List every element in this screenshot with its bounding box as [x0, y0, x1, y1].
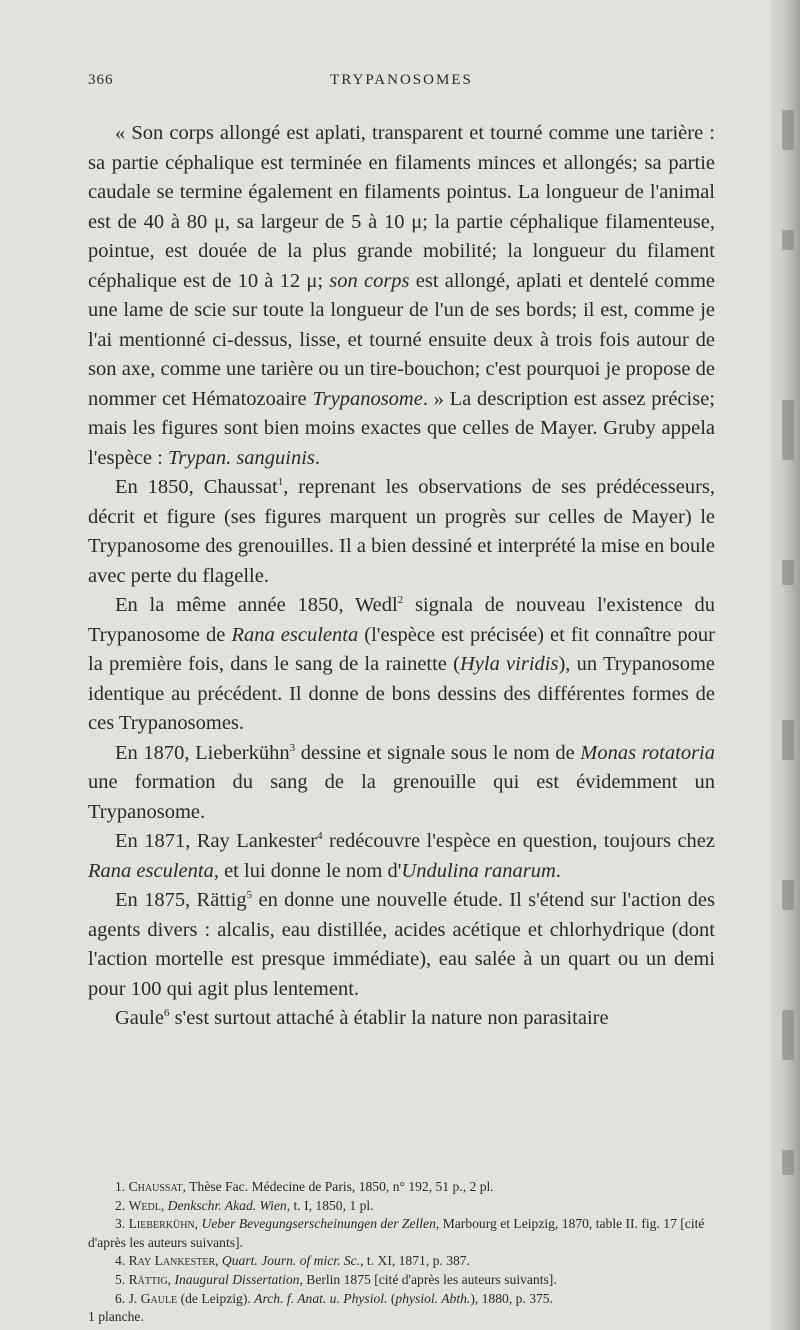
footnote-marker: 2	[397, 594, 404, 607]
text-run: (	[387, 1290, 396, 1306]
author-name: Lieberkühn	[128, 1216, 195, 1232]
edge-mark	[782, 1150, 794, 1175]
author-name: Gaule	[140, 1290, 178, 1306]
footnote	[88, 1308, 715, 1327]
edge-mark	[782, 560, 794, 585]
italic-text: Ueber Bevegungserscheinungen der Zellen	[201, 1216, 436, 1232]
paragraph	[88, 827, 715, 886]
text-run: , t. I, 1850, 1 pl.	[286, 1197, 374, 1213]
text-run: , Thèse Fac. Médecine de Paris, 1850, n° 192, 51 p., 2 pl.	[182, 1179, 494, 1194]
italic-text: Quart. Journ. of micr. Sc.	[221, 1253, 361, 1269]
text-run: ,	[215, 1253, 222, 1269]
paragraph	[88, 473, 715, 591]
italic-text: Monas rotatoria	[580, 741, 715, 764]
text-run: .	[314, 446, 321, 469]
italic-text: son corps	[329, 269, 410, 292]
italic-text: Arch. f. Anat. u. Physiol.	[254, 1290, 388, 1306]
text-run: En 1870, Lieberkühn	[115, 741, 290, 764]
text-run: 2.	[115, 1197, 129, 1213]
author-name: Wedl	[128, 1197, 161, 1213]
author-name: Ray Lankester	[128, 1253, 216, 1269]
text-run: 6. J.	[115, 1290, 141, 1306]
text-run: 1 planche.	[88, 1309, 144, 1325]
text-run: .	[555, 859, 561, 882]
footnote-marker: 6	[163, 1007, 170, 1020]
page-number: 366	[88, 72, 114, 88]
author-name: Chaussat	[128, 1179, 183, 1194]
footnote-marker: 4	[317, 830, 323, 843]
paragraph	[88, 886, 715, 1004]
footnote	[88, 1271, 715, 1290]
text-run: En 1871, Ray Lankester	[115, 830, 318, 852]
italic-text: Denkschr. Akad. Wien	[167, 1197, 287, 1213]
footnote	[88, 1252, 715, 1271]
text-run: . » La description est assez précise; mais les figures sont bien moins exactes que celles de Mayer. Gruby appela l'espèce :	[88, 387, 715, 469]
footnote	[88, 1197, 715, 1216]
text-run: signala de nouveau l'existence du Trypanosome de	[88, 594, 715, 646]
text-run: s'est surtout attaché à établir la nature non parasitaire	[169, 1007, 609, 1029]
edge-mark	[782, 720, 794, 760]
italic-text: Undulina ranarum	[401, 859, 556, 882]
edge-mark	[782, 230, 794, 250]
footnote-marker: 5	[246, 889, 253, 902]
text-run: 3.	[115, 1216, 129, 1232]
paragraph	[88, 591, 715, 739]
text-run: ), un Trypanosome identique au précédent. Il donne de bons dessins des différentes formes de ces Trypanosomes.	[88, 653, 715, 734]
text-run: En 1875, Rättig	[115, 889, 247, 911]
text-run: ,	[160, 1197, 168, 1213]
text-run: « Son corps allongé est aplati, transparent et tourné comme une tarière : sa partie céphalique est terminée en filaments minces et allongés; sa partie caudale se termine également en filaments pointus. La longueur de l'animal est de 40 à 80 μ, sa largeur de 5 à 10 μ; la partie céphalique filamenteuse, pointue, est douée de la plus grande mobilité; la longueur du filament céphalique est de 10 à 12 μ;	[88, 122, 715, 292]
text-run: ,	[194, 1216, 202, 1232]
italic-text: Trypan. sanguinis	[167, 446, 315, 469]
italic-text: Rana esculenta	[231, 623, 359, 646]
text-run: en donne une nouvelle étude. Il s'étend sur l'action des agents divers : alcalis, eau distillée, acides acétique et chlorhydrique (dont l'action mortelle est presque immédiate), eau salée à un quart ou un demi pour 100 qui agit plus lentement.	[88, 889, 715, 1000]
text-run: est allongé, aplati et dentelé comme une lame de scie sur toute la longueur de l'un de ses bords; il est, comme je l'ai mentionné ci-dessus, lisse, et tourné ensuite deux à trois fois autour de son axe, comme une tarière ou un tire-bouchon; c'est pourquoi je propose de nommer cet Hématozoaire	[88, 269, 715, 410]
text-run: redécouvre l'espèce en question, toujours chez	[322, 830, 715, 852]
page-edge-shadow	[770, 0, 800, 1330]
italic-text: Rana esculenta	[88, 859, 214, 882]
footnote	[88, 1290, 715, 1309]
text-run: , Berlin 1875 [cité d'après les auteurs suivants].	[299, 1271, 557, 1287]
italic-text: Inaugural Dissertation	[174, 1271, 300, 1287]
paragraph	[88, 1004, 715, 1034]
footnote	[88, 1178, 715, 1197]
text-run: , Marbourg et Leipzig, 1870, table II. fig. 17 [cité d'après les auteurs suivants].	[88, 1216, 705, 1250]
text-run: une formation du sang de la grenouille qui est évidemment un Trypanosome.	[88, 771, 715, 823]
text-run: , reprenant les observations de ses prédécesseurs, décrit et figure (ses figures marquent un progrès sur celles de Mayer) le Trypanosome des grenouilles. Il a bien dessiné et interprété la mise en boule avec perte du flagelle.	[88, 476, 715, 587]
text-run: 4.	[115, 1253, 129, 1269]
text-run: Gaule	[115, 1007, 164, 1029]
footnotes	[88, 1178, 715, 1327]
edge-mark	[782, 400, 794, 460]
running-title: TRYPANOSOMES	[330, 72, 473, 88]
text-run: 5.	[115, 1271, 129, 1287]
text-run: ,	[167, 1271, 175, 1287]
text-run: ), 1880, p. 375.	[470, 1290, 554, 1306]
page-header	[88, 72, 715, 96]
text-run: (l'espèce est précisée) et fit connaître pour la première fois, dans le sang de la rainette (	[88, 623, 715, 675]
body-text	[88, 119, 715, 1034]
italic-text: physiol. Abth.	[395, 1290, 471, 1306]
edge-mark	[782, 1010, 794, 1060]
text-run: , t. XI, 1871, p. 387.	[360, 1253, 471, 1269]
paragraph	[88, 119, 715, 473]
author-name: Rättig	[128, 1271, 168, 1287]
italic-text: Trypanosome	[312, 387, 423, 410]
edge-mark	[782, 880, 794, 910]
text-run: (de Leipzig).	[177, 1290, 255, 1306]
italic-text: Hyla viridis	[459, 653, 559, 675]
text-run: En la même année 1850, Wedl	[115, 594, 398, 616]
edge-mark	[782, 110, 794, 150]
text-run: En 1850, Chaussat	[115, 476, 278, 498]
text-run: dessine et signale sous le nom de	[295, 741, 581, 764]
paragraph	[88, 739, 715, 828]
footnote	[88, 1215, 715, 1252]
text-run: 1.	[115, 1179, 129, 1194]
text-run: , et lui donne le nom d'	[213, 859, 402, 882]
footnote-marker: 3	[289, 741, 296, 754]
footnote-marker: 1	[277, 476, 284, 489]
